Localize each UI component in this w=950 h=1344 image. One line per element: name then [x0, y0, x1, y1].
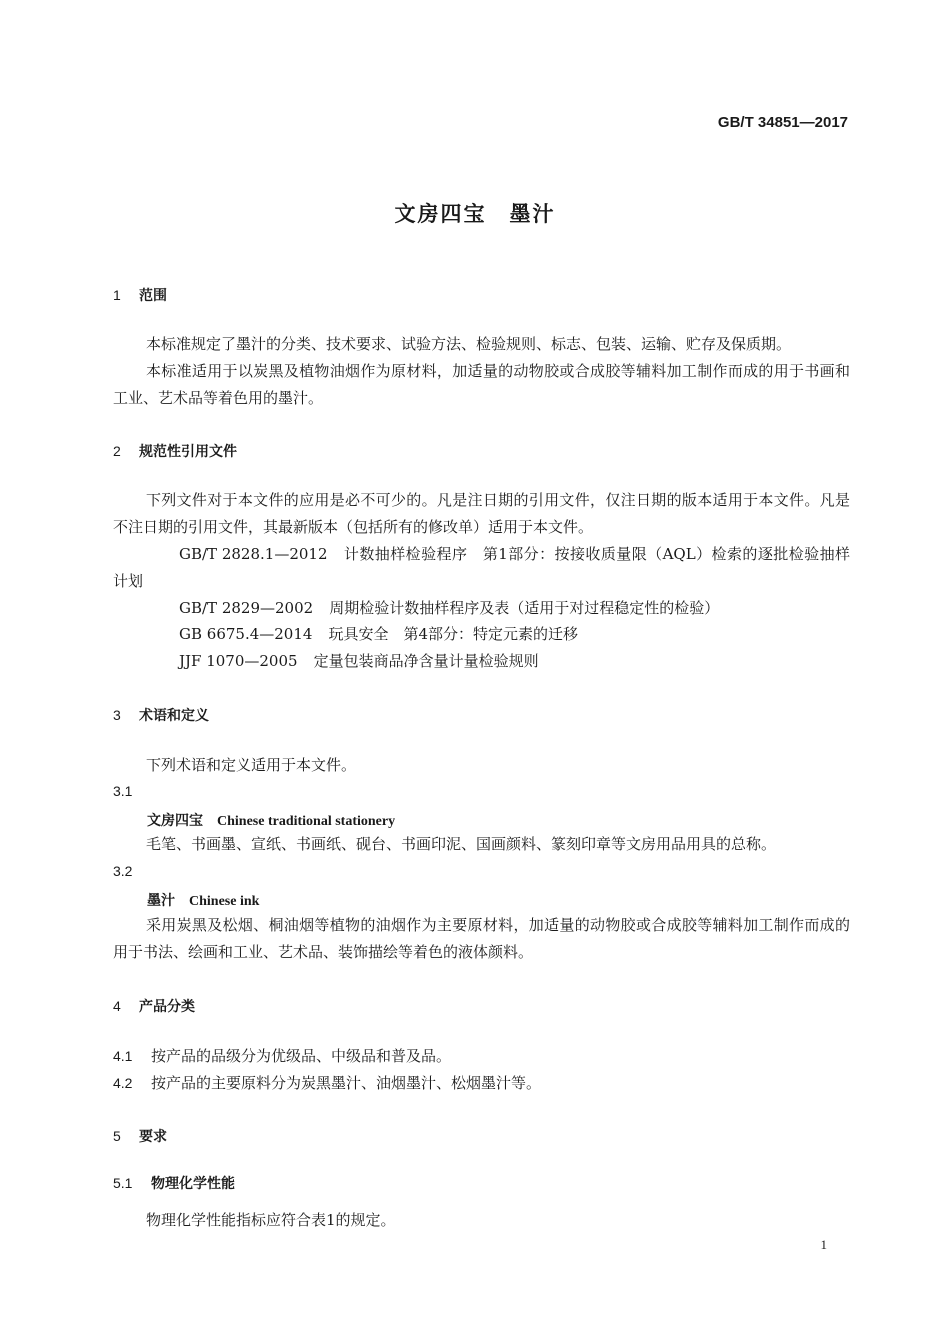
reference-title: 玩具安全 第4部分：特定元素的迁移	[328, 625, 578, 643]
clause-item	[113, 1072, 541, 1093]
reference-code: JJF 1070—2005	[179, 652, 298, 670]
section-2-heading	[113, 441, 237, 461]
section-title: 术语和定义	[139, 708, 209, 724]
section-title: 范围	[139, 288, 167, 304]
section-number: 1	[113, 287, 121, 303]
subsection-number: 5.1	[113, 1175, 133, 1191]
section-1-paragraph-2: 本标准适用于以炭黑及植物油烟作为原材料，加适量的动物胶或合成胶等辅料加工制作而成的用于书画和工业、艺术品等着色用的墨汁。	[113, 362, 850, 407]
term-number: 3.2	[113, 863, 133, 879]
reference-title: 定量包装商品净含量计量检验规则	[313, 652, 539, 670]
term-heading	[147, 810, 395, 830]
section-title: 要求	[139, 1129, 167, 1145]
term-heading	[147, 890, 259, 910]
term-definition: 毛笔、书画墨、宣纸、书画纸、砚台、书画印泥、国画颜料、篆刻印章等文房用品用具的总称。	[146, 835, 777, 853]
section-1-heading	[113, 285, 167, 305]
subsection-title: 物理化学性能	[151, 1176, 235, 1192]
section-3-heading	[113, 705, 209, 725]
section-number: 3	[113, 707, 121, 723]
term-english: Chinese traditional stationery	[217, 814, 396, 829]
section-1-paragraph-1: 本标准规定了墨汁的分类、技术要求、试验方法、检验规则、标志、包装、运输、贮存及保质期。	[146, 335, 792, 353]
reference-title: 计数抽样检验程序 第1部分：按接收质量限（AQL）检索的逐批检验抽样计划	[113, 545, 850, 590]
section-5-heading	[113, 1126, 167, 1146]
section-4-heading	[113, 996, 195, 1016]
clause-text: 按产品的主要原料分为炭黑墨汁、油烟墨汁、松烟墨汁等。	[151, 1074, 542, 1092]
clause-item	[113, 1045, 451, 1066]
section-number: 2	[113, 443, 121, 459]
reference-code: GB/T 2828.1—2012	[179, 545, 328, 563]
reference-code: GB/T 2829—2002	[179, 599, 314, 617]
term-definition: 采用炭黑及松烟、桐油烟等植物的油烟作为主要原材料，加适量的动物胶或合成胶等辅料加工制作而成的用于书法、绘画和工业、艺术品、装饰描绘等着色的液体颜料。	[113, 916, 850, 961]
term-chinese: 文房四宝	[147, 813, 203, 829]
section-2-paragraph-1: 下列文件对于本文件的应用是必不可少的。凡是注日期的引用文件，仅注日期的版本适用于本文件。凡是不注日期的引用文件，其最新版本（包括所有的修改单）适用于本文件。	[113, 491, 850, 536]
subsection-5-1-paragraph: 物理化学性能指标应符合表1的规定。	[146, 1211, 396, 1229]
reference-item	[113, 648, 850, 675]
section-title: 产品分类	[139, 999, 195, 1015]
section-title: 规范性引用文件	[139, 444, 237, 460]
clause-text: 按产品的品级分为优级品、中级品和普及品。	[151, 1047, 452, 1065]
reference-code: GB 6675.4—2014	[179, 625, 313, 643]
reference-item	[113, 595, 850, 622]
term-english: Chinese ink	[189, 894, 260, 909]
section-3-paragraph-1: 下列术语和定义适用于本文件。	[146, 756, 357, 774]
section-number: 4	[113, 998, 121, 1014]
reference-item	[113, 621, 850, 648]
clause-number: 4.1	[113, 1048, 133, 1064]
clause-number: 4.2	[113, 1075, 133, 1091]
subsection-5-1-heading	[113, 1173, 235, 1193]
term-chinese: 墨汁	[147, 893, 175, 909]
standard-number: GB/T 34851—2017	[717, 114, 848, 131]
document-title: 文房四宝 墨汁	[394, 202, 556, 226]
reference-item	[113, 541, 850, 595]
section-number: 5	[113, 1128, 121, 1144]
term-number: 3.1	[113, 783, 133, 799]
reference-title: 周期检验计数抽样程序及表（适用于对过程稳定性的检验）	[329, 599, 720, 617]
page-number: 1	[820, 1237, 827, 1252]
